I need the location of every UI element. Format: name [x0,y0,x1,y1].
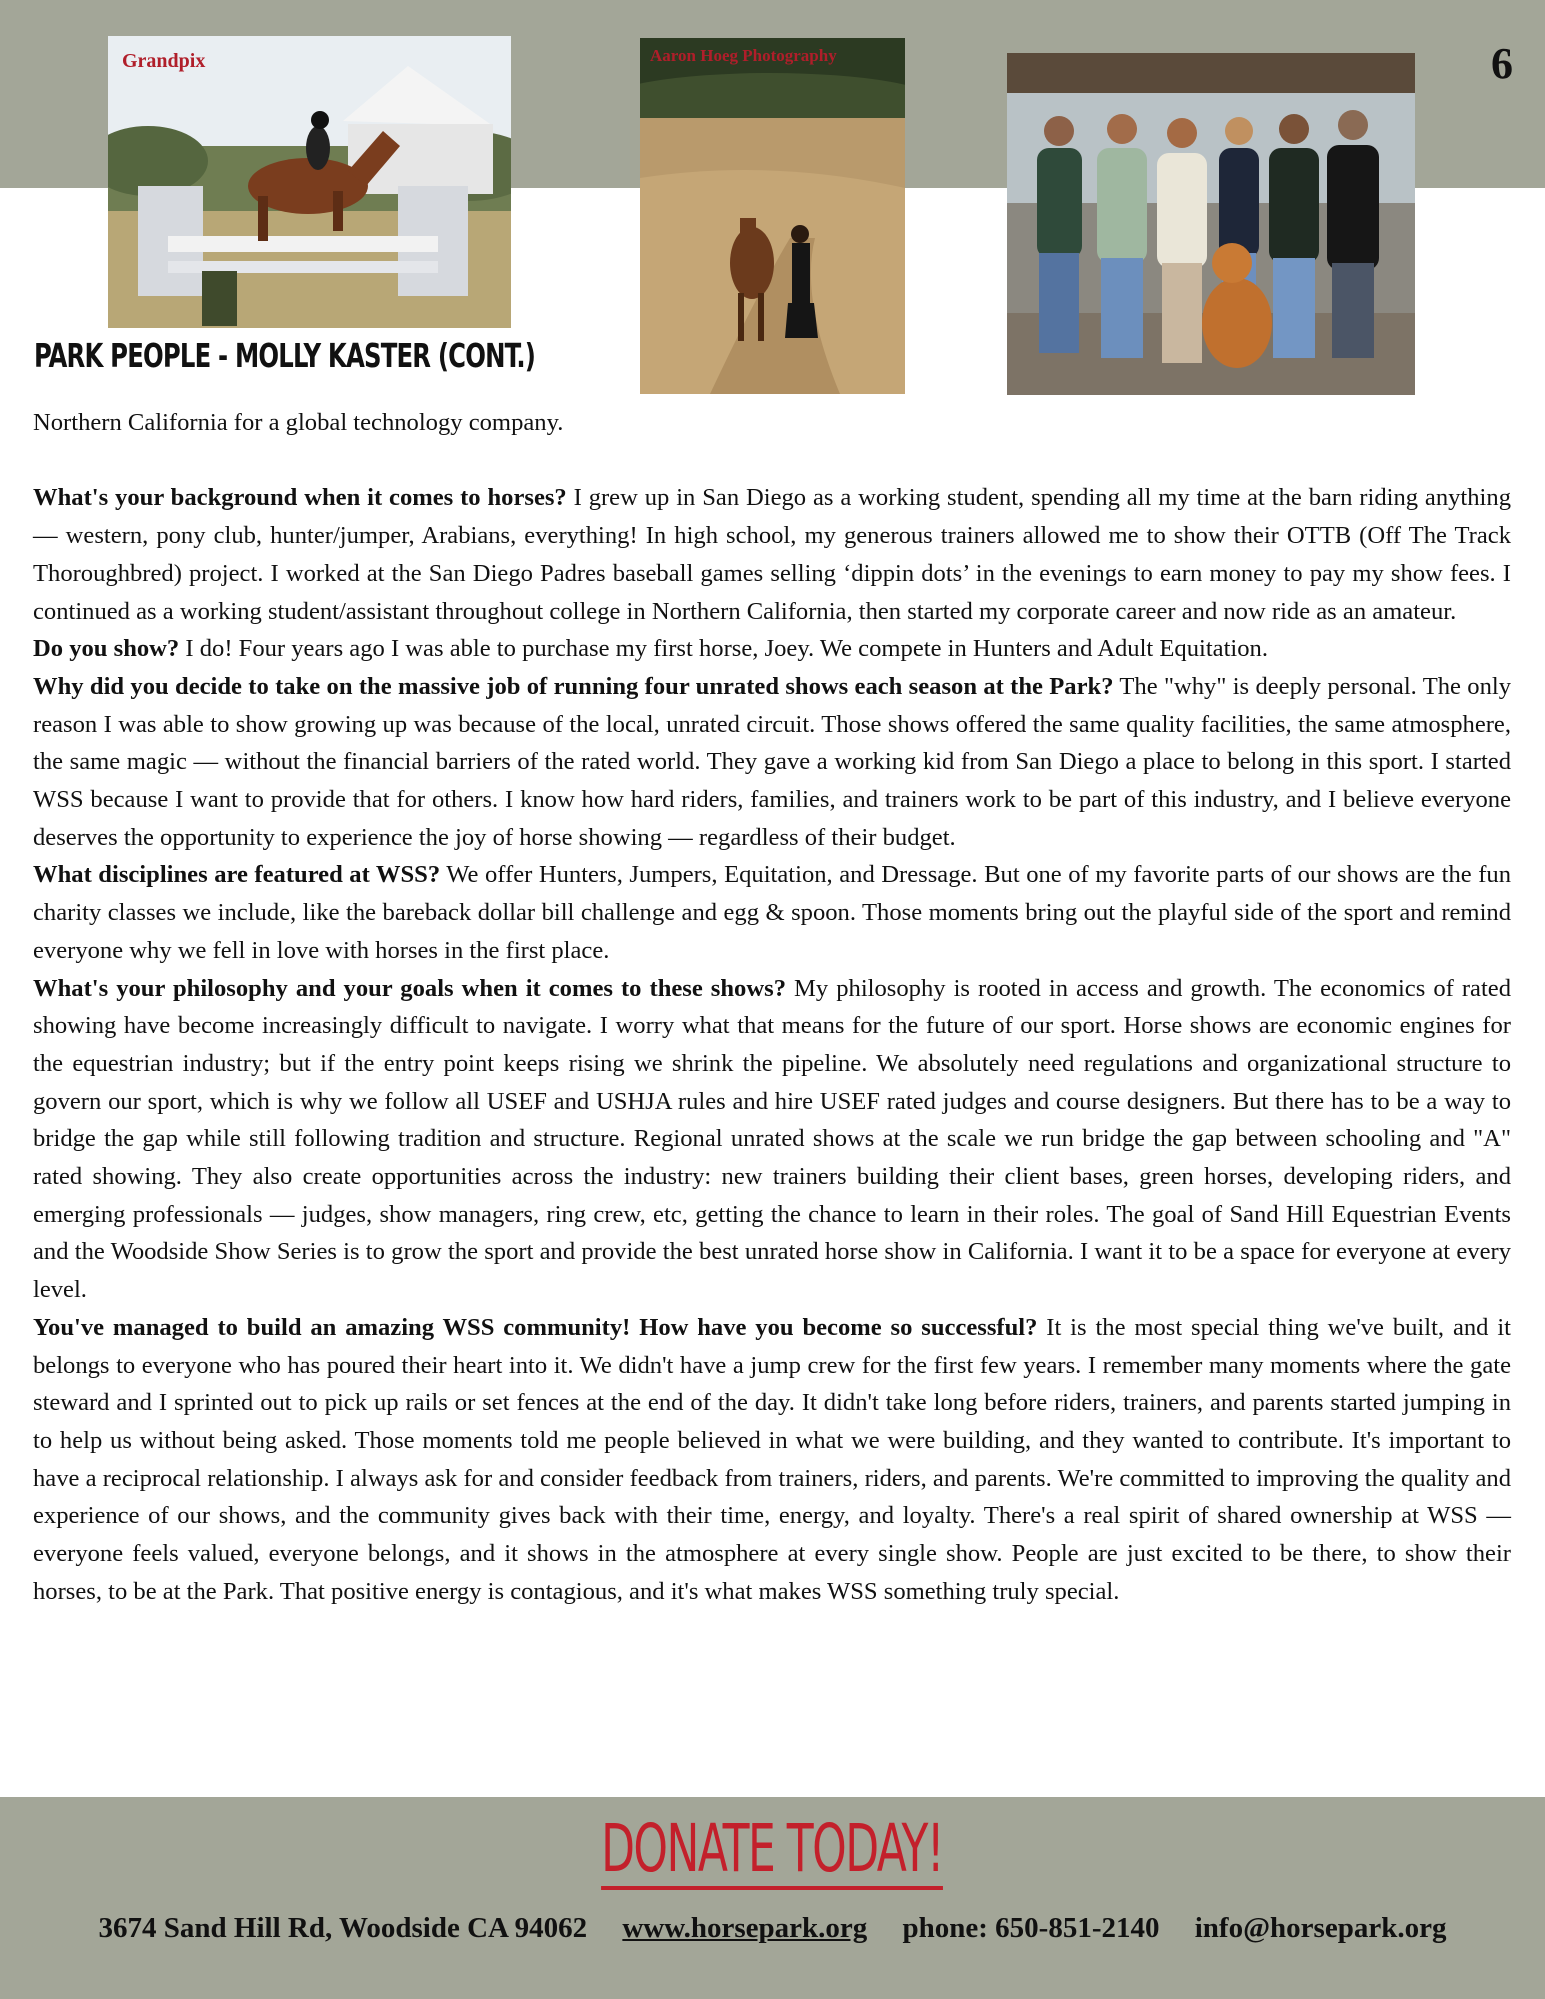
answer: My philosophy is rooted in access and growth. The economics of rated showing have become increasingly difficult to navigate. I worry what that means for the future of our sport. Horse shows are economic engines for the equestrian industry; but if the entry point keeps rising we shrink the pipeline. We absolutely need regulations and organizational structure to govern our sport, which is why we follow all USEF and USHJA rules and hire USEF rated judges and course designers. But there has to be a way to bridge the gap while still following tradition and structure. Regional unrated shows at the scale we run bridge the gap between schooling and "A" rated showing. They also create opportunities across the industry: new trainers building their client bases, green horses, developing riders, and emerging professionals — judges, show managers, ring crew, etc, getting the chance to learn in their roles. The goal of Sand Hill Equestrian Events and the Woodside Show Series is to grow the sport and provide the best unrated horse show in California. I want it to be a space for everyone at every level. [33,974,1511,1304]
woman-leading-horse-image [640,38,905,394]
answer: We offer Hunters, Jumpers, Equitation, and Dressage. But one of my favorite parts of our shows are the fun charity classes we include, like the bareback dollar bill challenge and egg & spoon. Those moments bring out the playful side of the sport and remind everyone why we fell in love with horses in the first place. [33,861,1511,964]
group-with-dog-image [1007,53,1415,395]
qa-paragraph [33,856,1511,969]
donate-banner [0,1810,1545,1890]
answer: It is the most special thing we've built, and it belongs to everyone who has poured their heart into it. We didn't have a jump crew for the first few years. I remember many moments where the gate steward and I sprinted out to pick up rails or set fences at the end of the day. It didn't take long before riders, trainers, and parents started jumping in to help us without being asked. Those moments told me people believed in what we were building, and they wanted to contribute. It's important to have a reciprocal relationship. I always ask for and consider feedback from trainers, riders, and parents. We're committed to improving the quality and experience of our shows, and the community gives back with their time, energy, and loyalty. There's a real spirit of shared ownership at WSS — everyone feels valued, everyone belongs, and it shows in the atmosphere at every single show. People are just excited to be there, to show their horses, to be at the Park. That positive energy is contagious, and it's what makes WSS something truly special. [33,1313,1511,1605]
phone: phone: 650-851-2140 [902,1912,1160,1944]
answer: I grew up in San Diego as a working student, spending all my time at the barn riding anything — western, pony club, hunter/jumper, Arabians, everything! In high school, my generous trainers allowed me to show their OTTB (Off The Track Thoroughbred) project. I worked at the San Diego Padres baseball games selling ‘dippin dots’ in the evenings to earn money to pay my show fees. I continued as a working student/assistant throughout college in Northern California, then started my corporate career and now ride as an amateur. [33,484,1511,625]
question: Do you show? [33,635,180,663]
lead-paragraph: Northern California for a global technology company. [33,409,564,436]
photo-woman-leading-horse [640,38,905,394]
photo-credit: Aaron Hoeg Photography [650,46,837,65]
question: Why did you decide to take on the massive job of running four unrated shows each season at the Park? [33,672,1114,700]
question: What's your philosophy and your goals when it comes to these shows? [33,974,786,1002]
qa-paragraph [33,1309,1511,1611]
qa-paragraph [33,479,1511,630]
answer: I do! Four years ago I was able to purchase my first horse, Joey. We compete in Hunters and Adult Equitation. [179,635,1268,663]
answer: The "why" is deeply personal. The only reason I was able to show growing up was because of the local, unrated circuit. Those shows offered the same quality facilities, the same atmosphere, the same magic — without the financial barriers of the rated world. They gave a working kid from San Diego a place to belong in this sport. I started WSS because I want to provide that for others. I know how hard riders, families, and trainers work to be part of this industry, and I believe everyone deserves the opportunity to experience the joy of horse showing — regardless of their budget. [33,672,1511,851]
contact-line [0,1912,1545,1945]
question: You've managed to build an amazing WSS community! How have you become so successful? [33,1313,1038,1341]
donate-link[interactable]: DONATE TODAY! [602,1812,944,1890]
qa-paragraph [33,970,1511,1309]
photo-horse-jumping [108,36,511,328]
article-title: PARK PEOPLE - MOLLY KASTER (CONT.) [34,336,536,375]
page-number: 6 [1491,39,1513,88]
photo-group-with-dog [1007,53,1415,395]
website-link[interactable]: www.horsepark.org [622,1912,868,1944]
horse-jumping-image [108,36,511,328]
question: What's your background when it comes to horses? [33,484,567,512]
email[interactable]: info@horsepark.org [1194,1912,1447,1944]
qa-paragraph [33,630,1511,668]
qa-paragraph [33,668,1511,857]
question: What disciplines are featured at WSS? [33,861,441,889]
address: 3674 Sand Hill Rd, Woodside CA 94062 [98,1912,588,1944]
photo-credit: Grandpix [122,50,206,72]
article-body [33,404,1511,1610]
